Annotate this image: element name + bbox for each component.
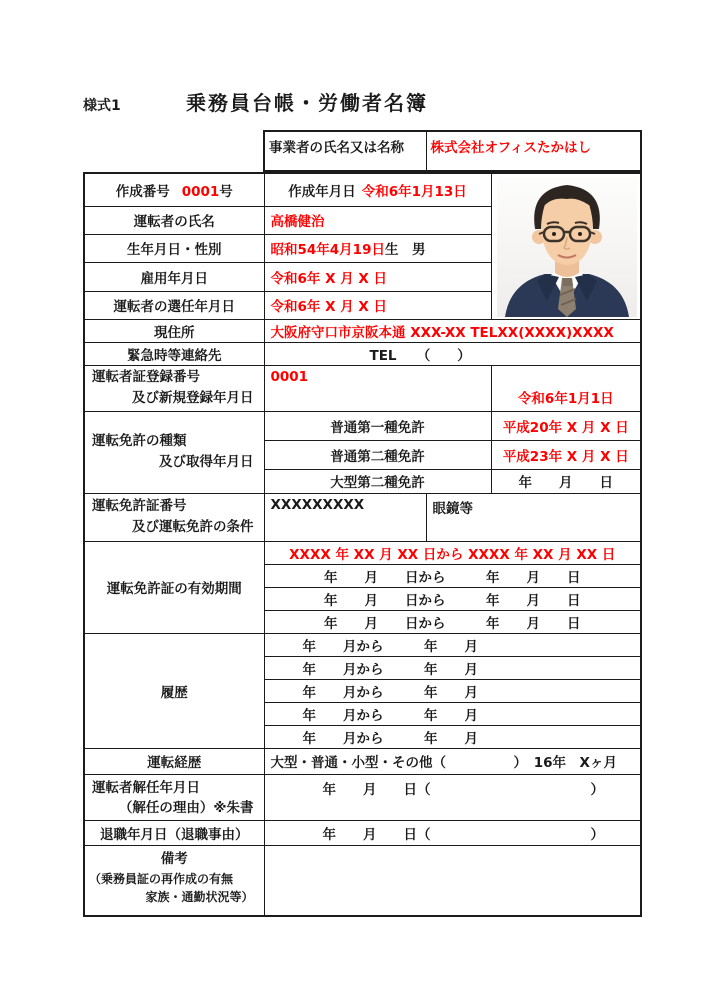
driver-photo	[496, 177, 638, 317]
license-number-label-line2: 及び運転免許の条件	[132, 519, 254, 535]
business-name-value: 株式会社オフィスたかはし	[426, 131, 641, 171]
validity-period: 年 月 日から 年 月 日	[264, 610, 641, 633]
address-label: 現住所	[84, 319, 264, 342]
dismissal-label-line1: 運転者解任年月日	[92, 779, 200, 796]
page-title: 乗務員台帳・労働者名簿	[186, 91, 428, 115]
address-value: 大阪府守口市京阪本通 XXX-XX TELXX(XXXX)XXXX	[264, 319, 641, 342]
row-experience	[84, 748, 641, 774]
creation-number-value: 0001	[181, 183, 220, 200]
birth-suffix: 生 男	[384, 242, 426, 258]
registration-label-cell	[84, 365, 264, 411]
employment-date-value: 令和6年 X 月 X 日	[264, 262, 491, 291]
history-entry: 年 月から 年 月	[264, 702, 641, 725]
creation-date-value: 令和6年1月13日	[361, 183, 467, 200]
validity-period: XXXX 年 XX 月 XX 日から XXXX 年 XX 月 XX 日	[264, 541, 641, 564]
remarks-value-cell	[264, 846, 641, 916]
registration-label-line1: 運転者証登録番号	[92, 369, 200, 386]
dismissal-value-cell	[264, 774, 641, 821]
validity-period: 年 月 日から 年 月 日	[264, 587, 641, 610]
row-address	[84, 319, 641, 342]
registration-number-value: 0001	[264, 365, 491, 411]
license-type-date: 年 月 日	[491, 469, 641, 493]
validity-label: 運転免許証の有効期間	[84, 541, 264, 633]
dismissal-value-open: 年 月 日（	[322, 781, 431, 798]
remarks-label-line2: （乗務員証の再作成の有無	[89, 871, 234, 886]
row-license-number	[84, 493, 641, 541]
appointment-label: 運転者の選任年月日	[84, 291, 264, 319]
history-entry: 年 月から 年 月	[264, 679, 641, 702]
birth-value-cell	[264, 234, 491, 262]
history-entry: 年 月から 年 月	[264, 656, 641, 679]
remarks-label-line3: 家族・通勤状況等）	[145, 889, 254, 904]
emergency-value: TEL （ ）	[264, 342, 641, 365]
creation-number-cell	[84, 173, 264, 206]
experience-label: 運転経歴	[84, 748, 264, 774]
row-remarks	[84, 846, 641, 916]
history-entry: 年 月から 年 月	[264, 725, 641, 748]
license-type-date: 平成23年 X 月 X 日	[491, 440, 641, 469]
validity-period: 年 月 日から 年 月 日	[264, 564, 641, 587]
row-dismissal	[84, 774, 641, 821]
remarks-label-line1: 備考	[160, 851, 188, 868]
form-code: 様式1	[83, 98, 121, 114]
retirement-value-cell	[264, 821, 641, 846]
row-history-1	[84, 633, 641, 656]
registration-label-line2: 及び新規登録年月日	[132, 390, 254, 406]
retirement-value-open: 年 月 日（	[322, 827, 431, 844]
license-type-name: 普通第一種免許	[264, 411, 491, 440]
main-form-table	[83, 172, 642, 917]
creation-number-suffix: 号	[219, 183, 233, 200]
license-number-value: XXXXXXXXX	[264, 493, 426, 541]
row-registration	[84, 365, 641, 411]
remarks-label-cell	[84, 846, 264, 916]
history-entry: 年 月から 年 月	[264, 633, 641, 656]
license-types-label-cell	[84, 411, 264, 493]
row-license-type-1	[84, 411, 641, 440]
employment-label: 雇用年月日	[84, 262, 264, 291]
row-retirement	[84, 821, 641, 846]
dismissal-label-cell	[84, 774, 264, 821]
experience-value: 大型・普通・小型・その他（ ） 16年 Xヶ月	[264, 748, 641, 774]
creation-date-cell	[264, 173, 491, 206]
emergency-label: 緊急時等連絡先	[84, 342, 264, 365]
license-types-label-line1: 運転免許の種類	[92, 433, 187, 450]
row-validity-1	[84, 541, 641, 564]
business-table	[263, 130, 642, 172]
dismissal-label-line2: （解任の理由）※朱書	[118, 800, 254, 817]
history-label: 履歴	[84, 633, 264, 748]
creation-number-label: 作成番号	[115, 183, 170, 200]
driver-name-label: 運転者の氏名	[84, 206, 264, 234]
license-type-date: 平成20年 X 月 X 日	[491, 411, 641, 440]
dismissal-value-close: ）	[590, 781, 605, 798]
row-emergency	[84, 342, 641, 365]
business-row	[264, 131, 641, 171]
license-number-label-cell	[84, 493, 264, 541]
birth-label: 生年月日・性別	[84, 234, 264, 262]
license-conditions-value: 眼鏡等	[426, 493, 641, 541]
business-name-label: 事業者の氏名又は名称	[264, 131, 426, 171]
row-creation	[84, 173, 641, 206]
driver-name-value: 高橋健治	[264, 206, 491, 234]
license-type-name: 大型第二種免許	[264, 469, 491, 493]
retirement-value-close: ）	[590, 827, 605, 844]
appointment-date-value: 令和6年 X 月 X 日	[264, 291, 491, 319]
license-number-label-line1: 運転免許証番号	[92, 498, 187, 515]
creation-date-label: 作成年月日	[288, 183, 356, 200]
registration-date-value: 令和6年1月1日	[491, 365, 641, 411]
driver-photo-cell	[491, 173, 641, 319]
birth-date-value: 昭和54年4月19日	[270, 242, 385, 258]
retirement-label: 退職年月日（退職事由）	[84, 821, 264, 846]
license-type-name: 普通第二種免許	[264, 440, 491, 469]
license-types-label-line2: 及び取得年月日	[159, 454, 254, 470]
